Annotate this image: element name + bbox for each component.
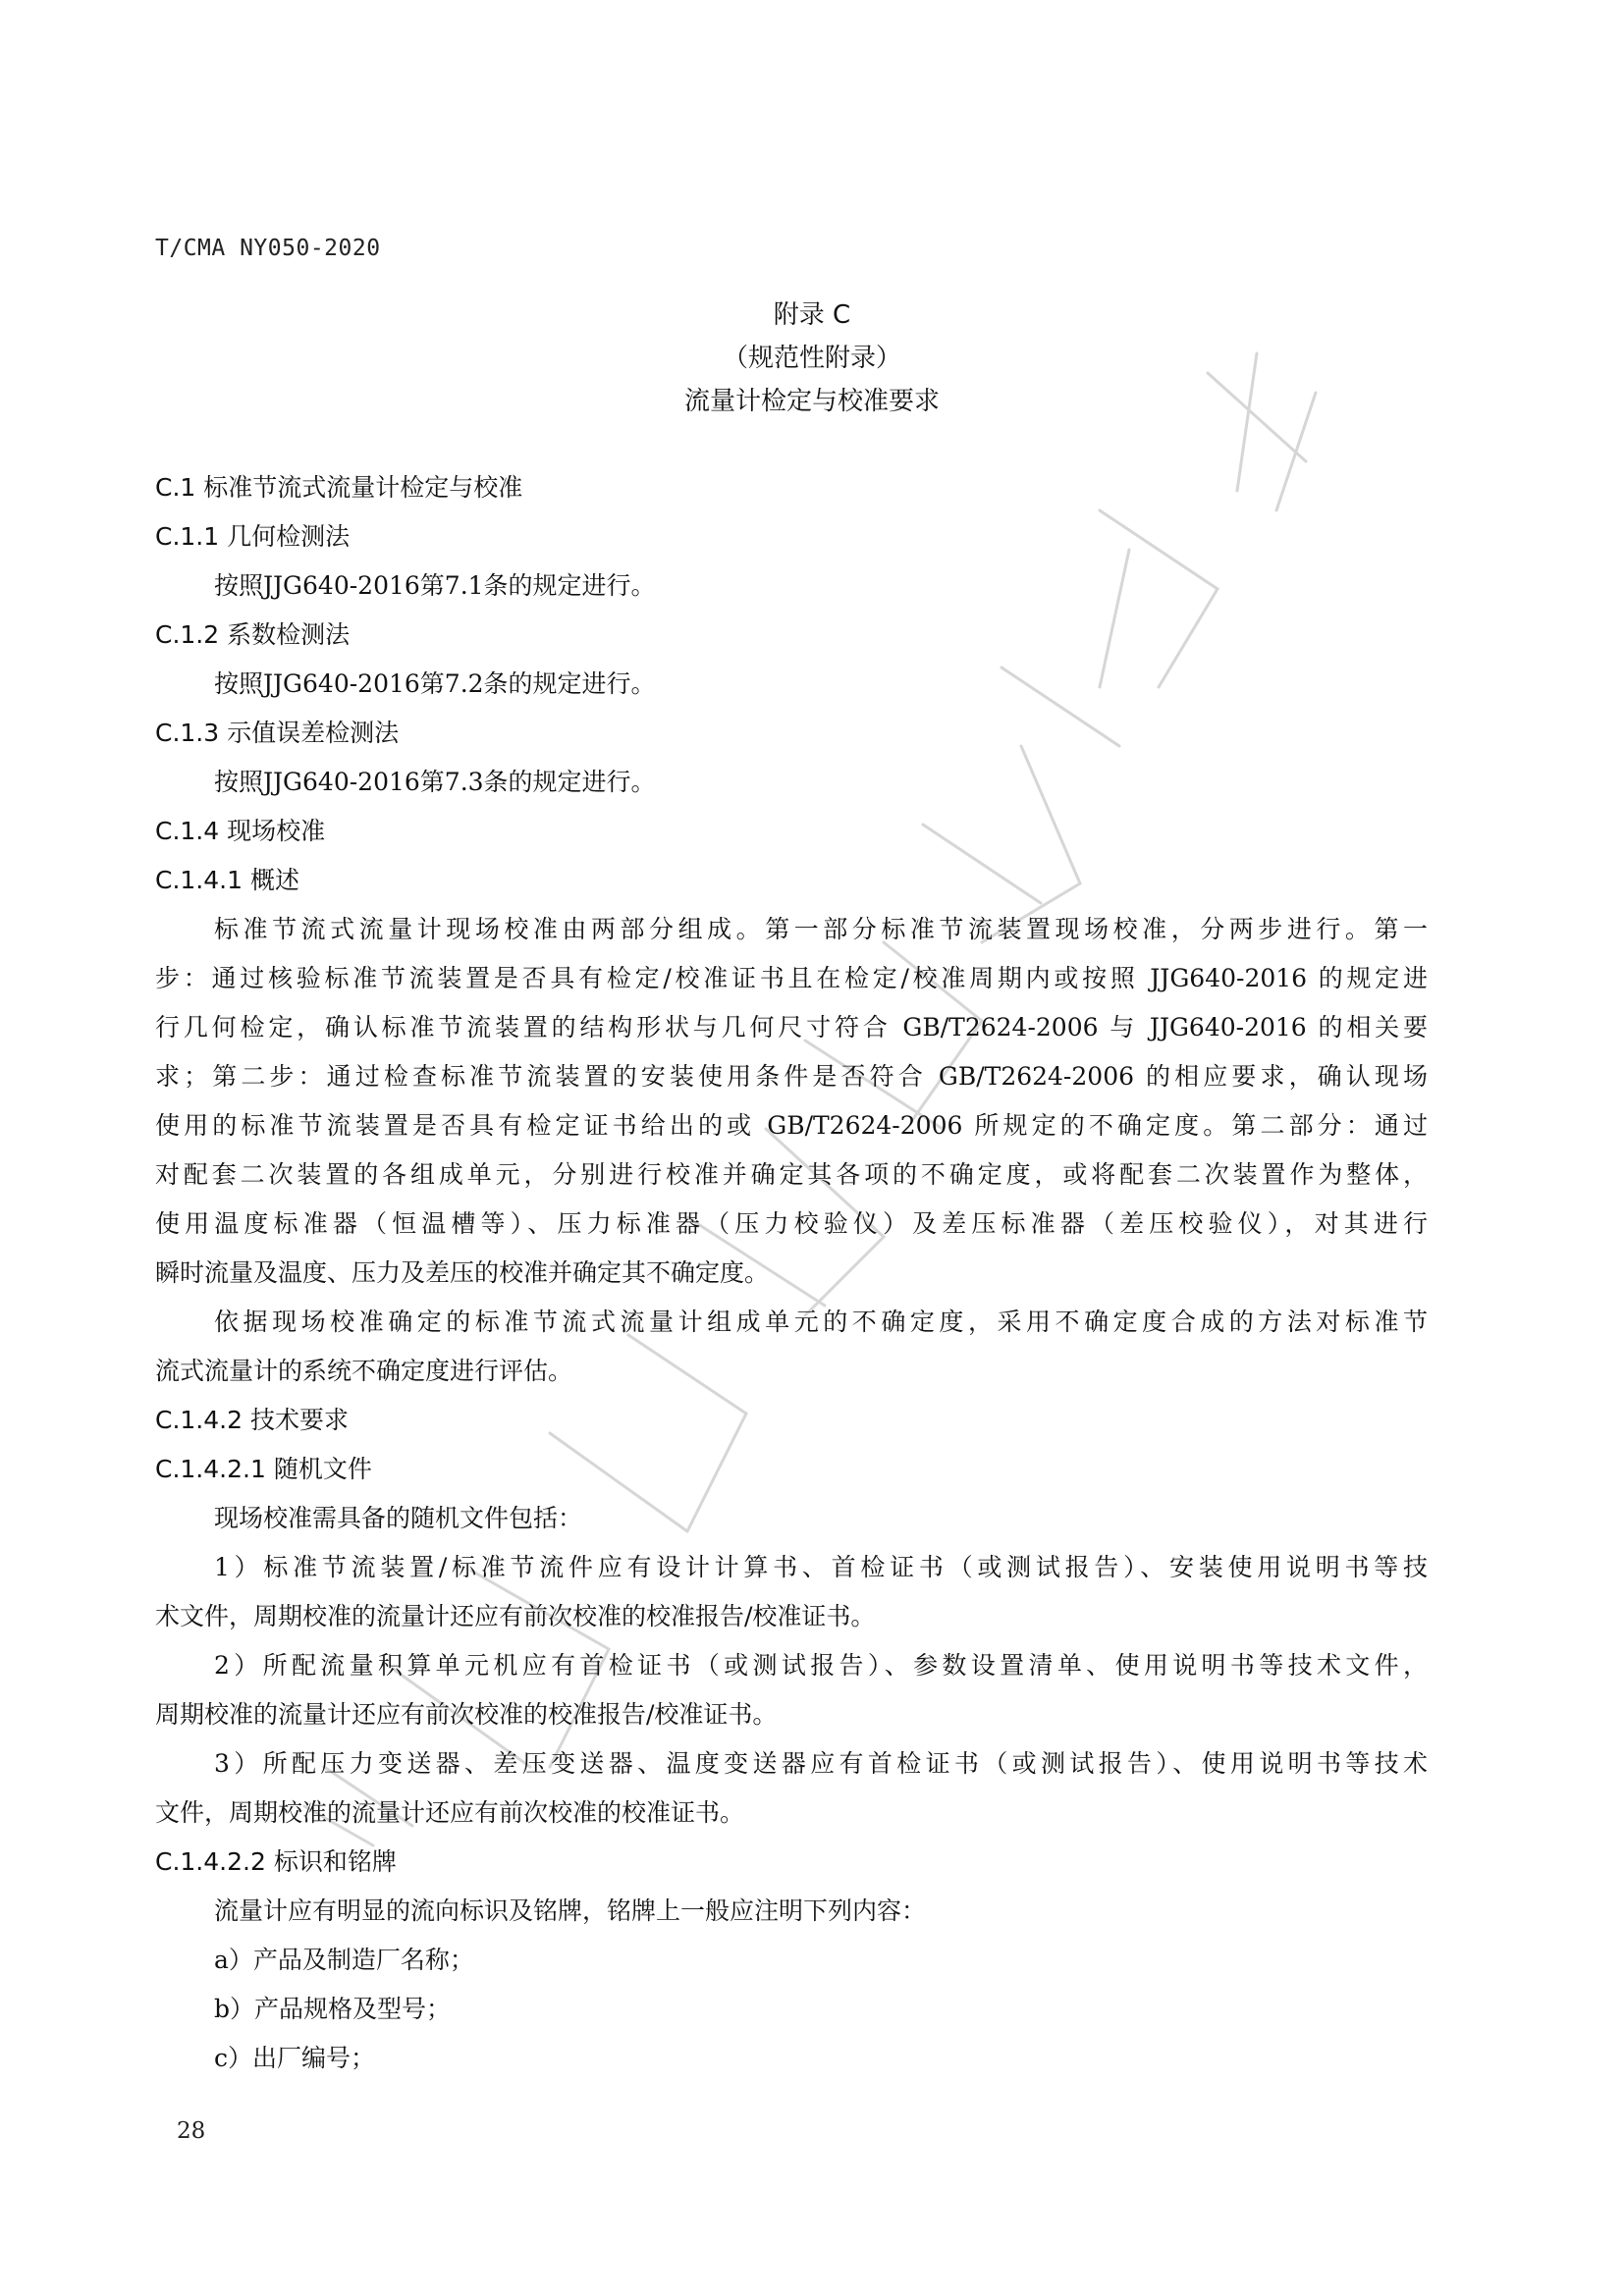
section-heading-c1422: C.1.4.2.2 标识和铭牌 (155, 1847, 397, 1876)
list-item-docs-1 (155, 1543, 1428, 1641)
paragraph-docs-intro: 现场校准需具备的随机文件包括： (214, 1504, 583, 1532)
paragraph-c12: 按照JJG640-2016第7.2条的规定进行。 (214, 669, 656, 698)
text-line: 依据现场校准确定的标准节流式流量计组成单元的不确定度，采用不确定度合成的方法对标准节 (214, 1308, 1428, 1336)
section-heading-c11: C.1.1 几何检测法 (155, 522, 351, 551)
text-line: 使用温度标准器（恒温槽等）、压力标准器（压力校验仪）及差压标准器（差压校验仪），对其进行 (155, 1209, 1428, 1238)
paragraph-c11: 按照JJG640-2016第7.1条的规定进行。 (214, 571, 656, 600)
section-heading-c141: C.1.4.1 概述 (155, 866, 299, 894)
text-line: 步：通过核验标准节流装置是否具有检定/校准证书且在检定/校准周期内或按照 JJG640-2016 的规定进 (155, 964, 1428, 992)
page-number: 28 (177, 2118, 206, 2144)
section-heading-c1421: C.1.4.2.1 随机文件 (155, 1455, 372, 1483)
list-item-nameplate-c: c）出厂编号； (214, 2044, 376, 2072)
standard-code: T/CMA NY050-2020 (155, 236, 381, 261)
text-line: 1）标准节流装置/标准节流件应有设计计算书、首检证书（或测试报告）、安装使用说明书等技 (214, 1553, 1428, 1581)
document-body (155, 463, 1428, 2083)
text-line: 术文件，周期校准的流量计还应有前次校准的校准报告/校准证书。 (155, 1602, 876, 1630)
section-heading-c12: C.1.2 系数检测法 (155, 620, 351, 649)
text-line: 求；第二步：通过检查标准节流装置的安装使用条件是否符合 GB/T2624-2006 的相应要求，确认现场 (155, 1062, 1428, 1091)
list-item-nameplate-b: b）产品规格及型号； (214, 1995, 452, 2023)
text-line: 标准节流式流量计现场校准由两部分组成。第一部分标准节流装置现场校准，分两步进行。第一 (214, 915, 1428, 943)
list-item-docs-3 (155, 1739, 1428, 1838)
text-line: 瞬时流量及温度、压力及差压的校准并确定其不确定度。 (155, 1258, 770, 1287)
list-item-nameplate-a: a）产品及制造厂名称； (214, 1946, 474, 1974)
paragraph-c13: 按照JJG640-2016第7.3条的规定进行。 (214, 768, 656, 796)
text-line: 3）所配压力变送器、差压变送器、温度变送器应有首检证书（或测试报告）、使用说明书等技术 (214, 1749, 1428, 1778)
paragraph-overview (155, 905, 1428, 1298)
text-line: 使用的标准节流装置是否具有检定证书给出的或 GB/T2624-2006 所规定的不确定度。第二部分：通过 (155, 1111, 1428, 1140)
text-line: 周期校准的流量计还应有前次校准的校准报告/校准证书。 (155, 1700, 778, 1729)
section-heading-c142: C.1.4.2 技术要求 (155, 1406, 349, 1434)
paragraph-evaluation (155, 1298, 1428, 1396)
appendix-title: 附录 C (773, 300, 851, 330)
section-heading-c14: C.1.4 现场校准 (155, 817, 326, 845)
section-heading-c1: C.1 标准节流式流量计检定与校准 (155, 473, 523, 502)
text-line: 行几何检定，确认标准节流装置的结构形状与几何尺寸符合 GB/T2624-2006 与 JJG640-2016 的相关要 (155, 1013, 1428, 1041)
text-line: 文件，周期校准的流量计还应有前次校准的校准证书。 (155, 1798, 745, 1827)
text-line: 流式流量计的系统不确定度进行评估。 (155, 1357, 573, 1385)
paragraph-nameplate-intro: 流量计应有明显的流向标识及铭牌，铭牌上一般应注明下列内容： (214, 1896, 927, 1925)
appendix-subtitle: 流量计检定与校准要求 (683, 387, 940, 416)
text-line: 2）所配流量积算单元机应有首检证书（或测试报告）、参数设置清单、使用说明书等技术文件， (214, 1651, 1428, 1680)
appendix-type: （规范性附录） (722, 344, 901, 373)
text-line: 对配套二次装置的各组成单元，分别进行校准并确定其各项的不确定度，或将配套二次装置作为整体， (155, 1160, 1428, 1189)
section-heading-c13: C.1.3 示值误差检测法 (155, 719, 400, 747)
list-item-docs-2 (155, 1641, 1428, 1739)
